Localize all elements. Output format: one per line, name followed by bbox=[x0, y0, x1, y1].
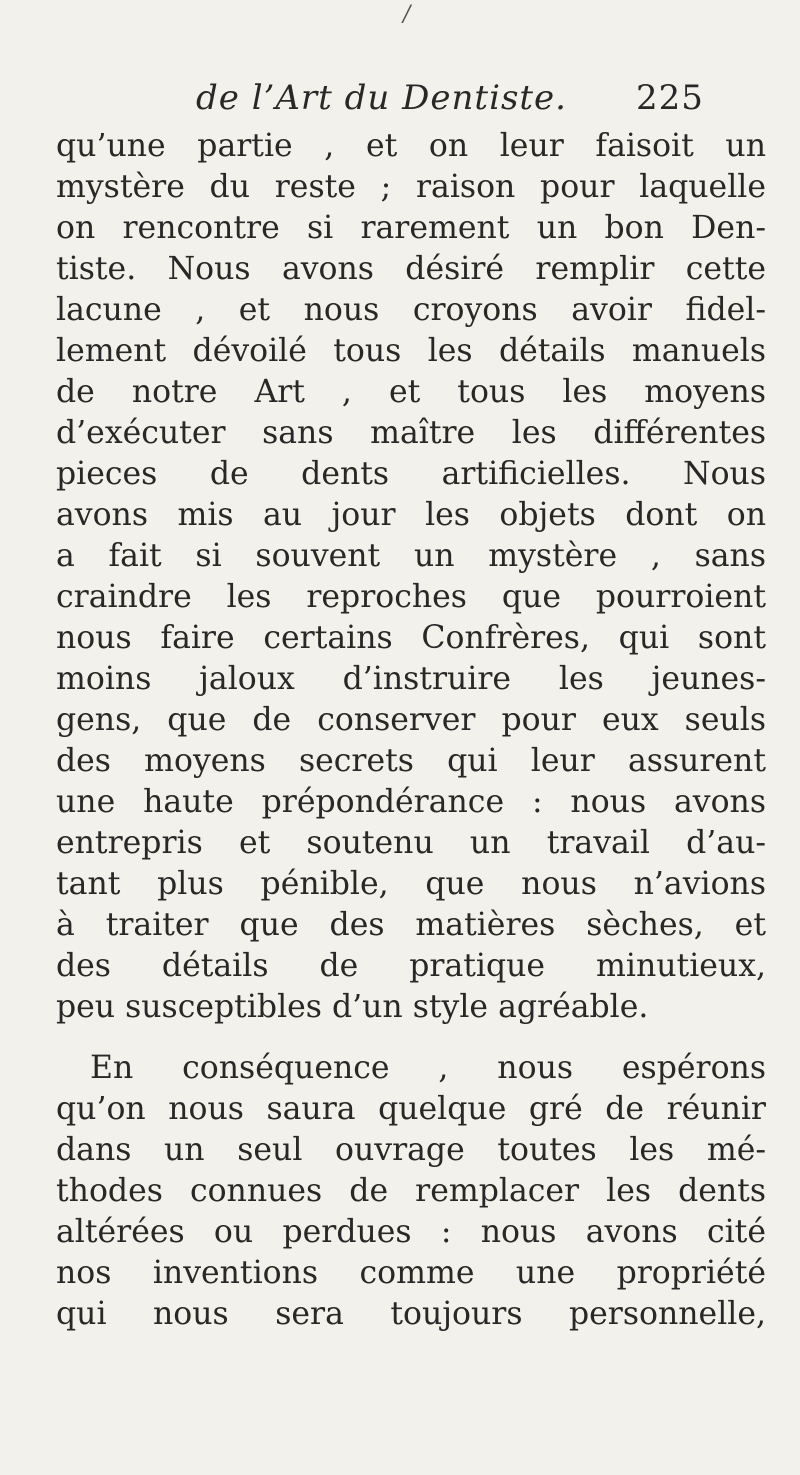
text-line: altérées ou perdues : nous avons cité bbox=[56, 1214, 766, 1250]
text-line: peu susceptibles d’un style agréable. bbox=[56, 989, 649, 1025]
stray-mark: / bbox=[403, 2, 411, 27]
text-line: qu’une partie , et on leur faisoit un bbox=[56, 128, 766, 164]
text-line: gens, que de conserver pour eux seuls bbox=[56, 702, 766, 738]
text-line: lement dévoilé tous les détails manuels bbox=[56, 333, 766, 369]
text-line: des moyens secrets qui leur assurent bbox=[56, 743, 766, 779]
text-line: moins jaloux d’instruire les jeunes- bbox=[56, 661, 766, 697]
text-line: d’exécuter sans maître les différentes bbox=[56, 415, 766, 451]
paragraph-gap bbox=[56, 1028, 766, 1048]
text-line: a fait si souvent un mystère , sans bbox=[56, 538, 766, 574]
text-line: nos inventions comme une propriété bbox=[56, 1255, 766, 1291]
text-line: En conséquence , nous espérons bbox=[90, 1050, 766, 1086]
text-line: à traiter que des matières sèches, et bbox=[56, 907, 766, 943]
text-line: craindre les reproches que pourroient bbox=[56, 579, 766, 615]
text-line: tant plus pénible, que nous n’avions bbox=[56, 866, 766, 902]
text-line: on rencontre si rarement un bon Den- bbox=[56, 210, 766, 246]
text-line: avons mis au jour les objets dont on bbox=[56, 497, 766, 533]
text-line: lacune , et nous croyons avoir fidel- bbox=[56, 292, 766, 328]
text-line: nous faire certains Confrères, qui sont bbox=[56, 620, 766, 656]
page-number: 225 bbox=[636, 78, 704, 118]
running-title: de l’Art du Dentiste. bbox=[196, 78, 567, 118]
text-line: une haute prépondérance : nous avons bbox=[56, 784, 766, 820]
text-line: dans un seul ouvrage toutes les mé- bbox=[56, 1132, 766, 1168]
body-text bbox=[56, 126, 766, 1335]
text-line: pieces de dents artificielles. Nous bbox=[56, 456, 766, 492]
text-line: qu’on nous saura quelque gré de réunir bbox=[56, 1091, 766, 1127]
text-line: tiste. Nous avons désiré remplir cette bbox=[56, 251, 766, 287]
paragraph-1 bbox=[56, 126, 766, 1028]
text-line: qui nous sera toujours personnelle, bbox=[56, 1296, 766, 1332]
text-line: mystère du reste ; raison pour laquelle bbox=[56, 169, 766, 205]
text-line: de notre Art , et tous les moyens bbox=[56, 374, 766, 410]
text-line: des détails de pratique minutieux, bbox=[56, 948, 766, 984]
running-head bbox=[196, 78, 756, 124]
text-line: thodes connues de remplacer les dents bbox=[56, 1173, 766, 1209]
paragraph-2 bbox=[56, 1048, 766, 1335]
text-line: entrepris et soutenu un travail d’au- bbox=[56, 825, 766, 861]
